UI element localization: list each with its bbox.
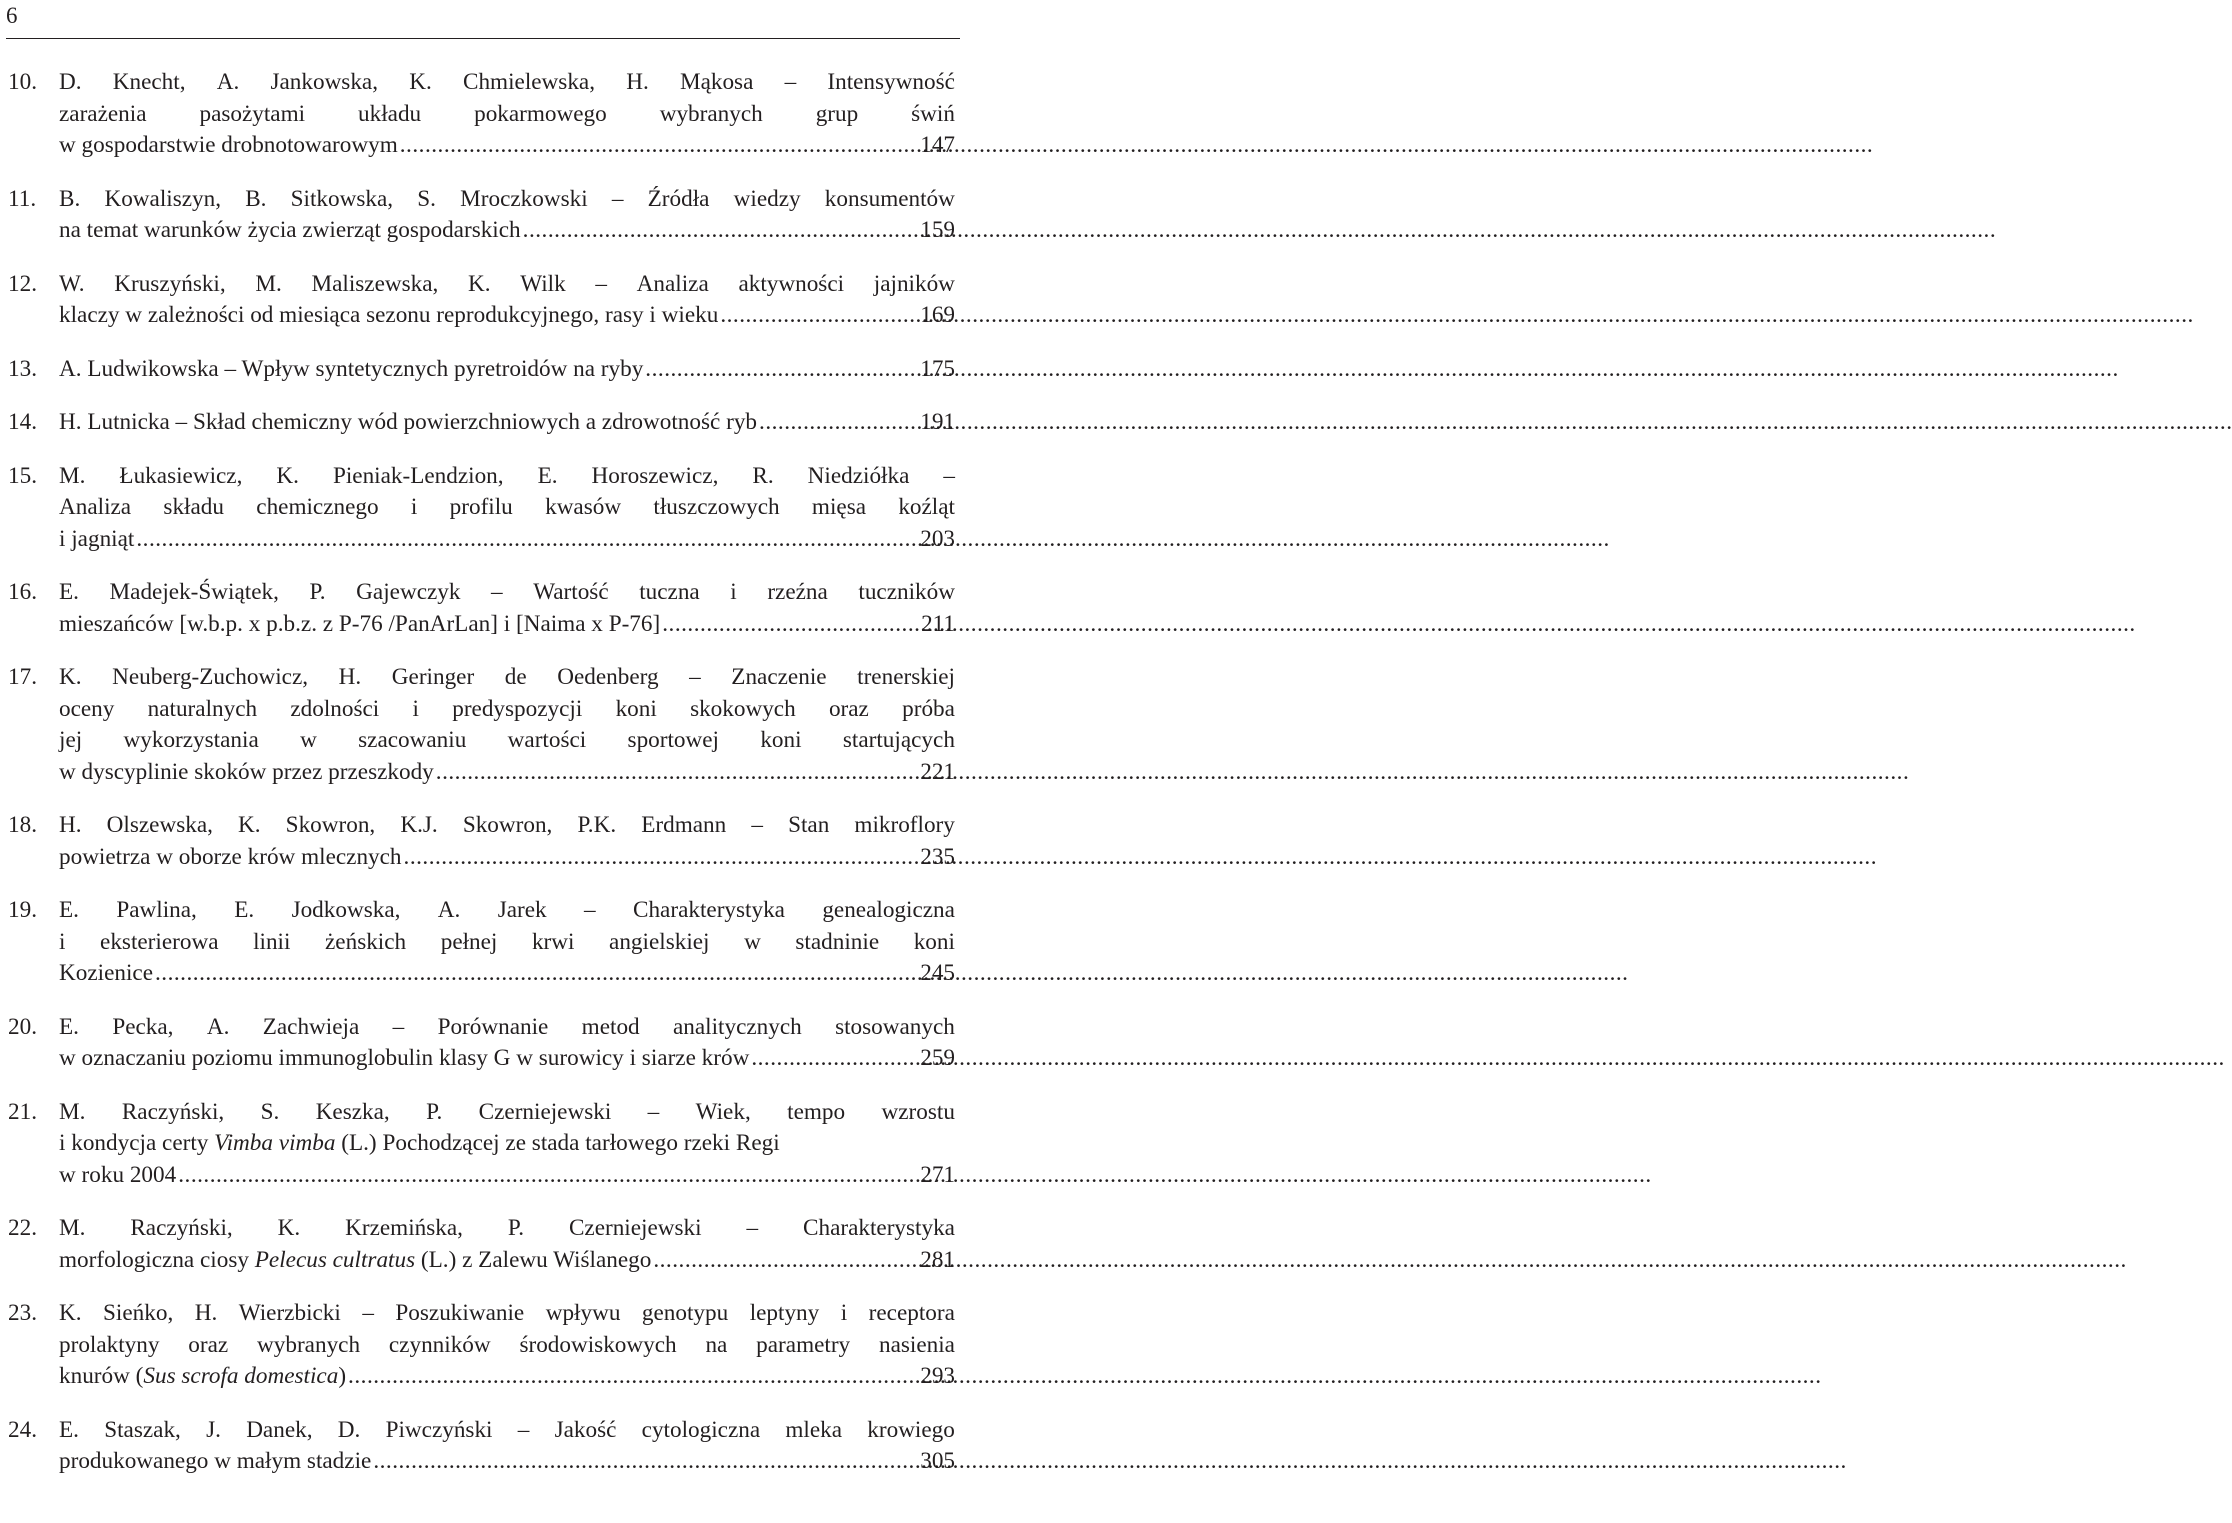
toc-entry[interactable] — [8, 407, 955, 439]
dot-leader — [348, 1361, 918, 1393]
dot-leader — [759, 407, 918, 439]
entry-text: H. Lutnicka – Skład chemiczny wód powierzchniowych a zdrowotność ryb — [59, 409, 758, 435]
entry-number: 18. — [8, 812, 37, 838]
entry-line: E. Staszak, J. Danek, D. Piwczyński – Jakość cytologiczna mleka krowiego — [59, 1416, 955, 1443]
entry-line: prolaktyny oraz wybranych czynników środowiskowych na parametry nasienia — [59, 1331, 955, 1358]
entry-text: w oznaczaniu poziomu immunoglobulin klasy G w surowicy i siarze krów — [59, 1045, 750, 1071]
toc-entry[interactable] — [8, 461, 955, 556]
entry-page: 211 — [921, 610, 955, 637]
page-number: 6 — [6, 3, 18, 28]
entry-last-line — [59, 354, 955, 386]
entry-body — [59, 184, 955, 247]
toc-entry[interactable] — [8, 269, 955, 332]
entry-last-line — [59, 609, 955, 641]
entry-body — [59, 269, 955, 332]
entry-text: w roku 2004 — [59, 1161, 177, 1188]
entry-number: 12. — [8, 270, 37, 297]
toc-entry[interactable] — [8, 1012, 955, 1075]
entry-line: E. Madejek-Świątek, P. Gajewczyk – Wartość tuczna i rzeźna tuczników — [59, 579, 955, 605]
dot-leader — [178, 1160, 918, 1192]
entry-line: E. Pecka, A. Zachwieja – Porównanie metod analitycznych stosowanych — [59, 1013, 955, 1040]
table-of-contents — [8, 67, 955, 1500]
entry-text: klaczy w zależności od miesiąca sezonu reprodukcyjnego, rasy i wieku — [59, 302, 719, 328]
toc-entry[interactable] — [8, 67, 955, 162]
entry-body — [59, 1012, 955, 1075]
toc-entry[interactable] — [8, 1213, 955, 1276]
entry-text: w dyscyplinie skoków przez przeszkody — [59, 758, 434, 785]
entry-number: 11. — [8, 185, 37, 212]
entry-text: i kondycja certy — [59, 1130, 215, 1156]
entry-text-part: morfologiczna ciosy — [59, 1246, 255, 1273]
entry-text: (L.) Pochodzącej ze stada tarłowego rzeki Regi — [335, 1130, 780, 1156]
entry-body — [59, 1298, 955, 1393]
entry-page: 271 — [920, 1161, 955, 1188]
entry-number: 24. — [8, 1416, 37, 1443]
header-rule — [6, 38, 960, 39]
entry-body — [59, 67, 955, 162]
dot-leader — [373, 1446, 918, 1478]
entry-line: W. Kruszyński, M. Maliszewska, K. Wilk – Analiza aktywności jajników — [59, 270, 955, 297]
entry-number: 15. — [8, 462, 37, 489]
dot-leader — [155, 958, 918, 990]
entry-page: 191 — [920, 409, 955, 435]
toc-entry[interactable] — [8, 1298, 955, 1393]
entry-last-line — [59, 1361, 955, 1393]
entry-text: na temat warunków życia zwierząt gospodarskich — [59, 217, 521, 243]
entry-body — [59, 354, 955, 386]
entry-number: 20. — [8, 1013, 37, 1040]
entry-number: 10. — [8, 69, 37, 95]
entry-line: M. Raczyński, S. Keszka, P. Czerniejewski – Wiek, tempo wzrostu — [59, 1098, 955, 1125]
entry-page: 169 — [920, 302, 955, 328]
entry-line: zarażenia pasożytami układu pokarmowego wybranych grup świń — [59, 100, 955, 127]
entry-page: 259 — [920, 1045, 955, 1071]
entry-page: 245 — [920, 960, 955, 986]
toc-entry[interactable] — [8, 577, 955, 640]
toc-entry[interactable] — [8, 1097, 955, 1192]
entry-last-line — [59, 1245, 955, 1277]
toc-entry[interactable] — [8, 354, 955, 386]
entry-number: 21. — [8, 1098, 37, 1125]
entry-number: 19. — [8, 897, 37, 923]
entry-page: 281 — [920, 1246, 955, 1273]
entry-text-part: knurów ( — [59, 1363, 144, 1389]
dot-leader — [523, 215, 919, 247]
entry-number: 17. — [8, 664, 37, 690]
dot-leader — [653, 1245, 918, 1277]
entry-text: i jagniąt — [59, 525, 135, 552]
dot-leader — [662, 609, 919, 641]
entry-number: 13. — [8, 355, 37, 382]
entry-text: mieszańców [w.b.p. x p.b.z. z P-76 /PanArLan] i [Naima x P-76] — [59, 610, 661, 637]
entry-line: Analiza składu chemicznego i profilu kwasów tłuszczowych mięsa koźląt — [59, 494, 955, 520]
entry-page: 147 — [920, 132, 955, 158]
entry-page: 175 — [920, 355, 955, 382]
entry-line: M. Raczyński, K. Krzemińska, P. Czerniejewski – Charakterystyka — [59, 1215, 955, 1241]
entry-number: 16. — [8, 579, 37, 605]
entry-line: K. Neuberg-Zuchowicz, H. Geringer de Oedenberg – Znaczenie trenerskiej — [59, 664, 955, 690]
entry-number: 22. — [8, 1215, 37, 1241]
entry-last-line — [59, 757, 955, 789]
entry-line: D. Knecht, A. Jankowska, K. Chmielewska, H. Mąkosa – Intensywność — [59, 69, 955, 95]
entry-last-line — [59, 524, 955, 556]
entry-body — [59, 461, 955, 556]
entry-last-line — [59, 215, 955, 247]
entry-body — [59, 407, 955, 439]
entry-number: 23. — [8, 1300, 37, 1326]
toc-entry[interactable] — [8, 1415, 955, 1478]
entry-number: 14. — [8, 409, 37, 435]
toc-entry[interactable] — [8, 810, 955, 873]
entry-last-line — [59, 1043, 955, 1075]
entry-last-line — [59, 130, 955, 162]
entry-last-line — [59, 1160, 955, 1192]
species-name: Pelecus cultratus — [254, 1246, 416, 1273]
dot-leader — [720, 300, 918, 332]
entry-body — [59, 895, 955, 990]
entry-line: B. Kowaliszyn, B. Sitkowska, S. Mroczkowski – Źródła wiedzy konsumentów — [59, 185, 955, 212]
dot-leader — [136, 524, 918, 556]
entry-last-line — [59, 958, 955, 990]
entry-page: 305 — [920, 1448, 955, 1474]
dot-leader — [436, 757, 918, 789]
entry-text-part: (L.) z Zalewu Wiślanego — [415, 1246, 652, 1273]
dot-leader — [645, 354, 918, 386]
toc-entry[interactable] — [8, 662, 955, 788]
entry-text — [59, 1245, 651, 1277]
dot-leader — [404, 842, 919, 874]
entry-last-line — [59, 300, 955, 332]
entry-last-line — [59, 1446, 955, 1478]
entry-text: w gospodarstwie drobnotowarowym — [59, 132, 398, 158]
entry-body — [59, 1213, 955, 1276]
dot-leader — [751, 1043, 918, 1075]
entry-page: 159 — [920, 217, 955, 243]
entry-line — [59, 1128, 955, 1160]
entry-body — [59, 1415, 955, 1478]
entry-page: 221 — [920, 758, 955, 785]
entry-line: H. Olszewska, K. Skowron, K.J. Skowron, P.K. Erdmann – Stan mikroflory — [59, 812, 955, 838]
entry-line: E. Pawlina, E. Jodkowska, A. Jarek – Charakterystyka genealogiczna — [59, 897, 955, 923]
entry-page: 203 — [920, 525, 955, 552]
entry-text: powietrza w oborze krów mlecznych — [59, 843, 402, 870]
entry-text: A. Ludwikowska – Wpływ syntetycznych pyretroidów na ryby — [59, 355, 644, 382]
entry-last-line — [59, 842, 955, 874]
entry-line: K. Sieńko, H. Wierzbicki – Poszukiwanie wpływu genotypu leptyny i receptora — [59, 1300, 955, 1326]
entry-body — [59, 1097, 955, 1192]
entry-line: M. Łukasiewicz, K. Pieniak-Lendzion, E. Horoszewicz, R. Niedziółka – — [59, 462, 955, 489]
entry-line: i eksterierowa linii żeńskich pełnej krwi angielskiej w stadninie koni — [59, 928, 955, 955]
entry-text: Kozienice — [59, 960, 153, 986]
entry-body — [59, 577, 955, 640]
entry-page: 235 — [920, 843, 955, 870]
species-name: Vimba vimba — [214, 1130, 336, 1156]
entry-line: jej wykorzystania w szacowaniu wartości sportowej koni startujących — [59, 727, 955, 753]
entry-text — [59, 1361, 346, 1393]
dot-leader — [400, 130, 918, 162]
entry-body — [59, 662, 955, 788]
toc-entry[interactable] — [8, 895, 955, 990]
species-name: Sus scrofa domestica — [143, 1363, 339, 1389]
entry-text: produkowanego w małym stadzie — [59, 1448, 372, 1474]
toc-entry[interactable] — [8, 184, 955, 247]
entry-last-line — [59, 407, 955, 439]
entry-text-part: ) — [338, 1363, 347, 1389]
entry-line: oceny naturalnych zdolności i predyspozycji koni skokowych oraz próba — [59, 695, 955, 722]
entry-page: 293 — [920, 1363, 955, 1389]
entry-body — [59, 810, 955, 873]
